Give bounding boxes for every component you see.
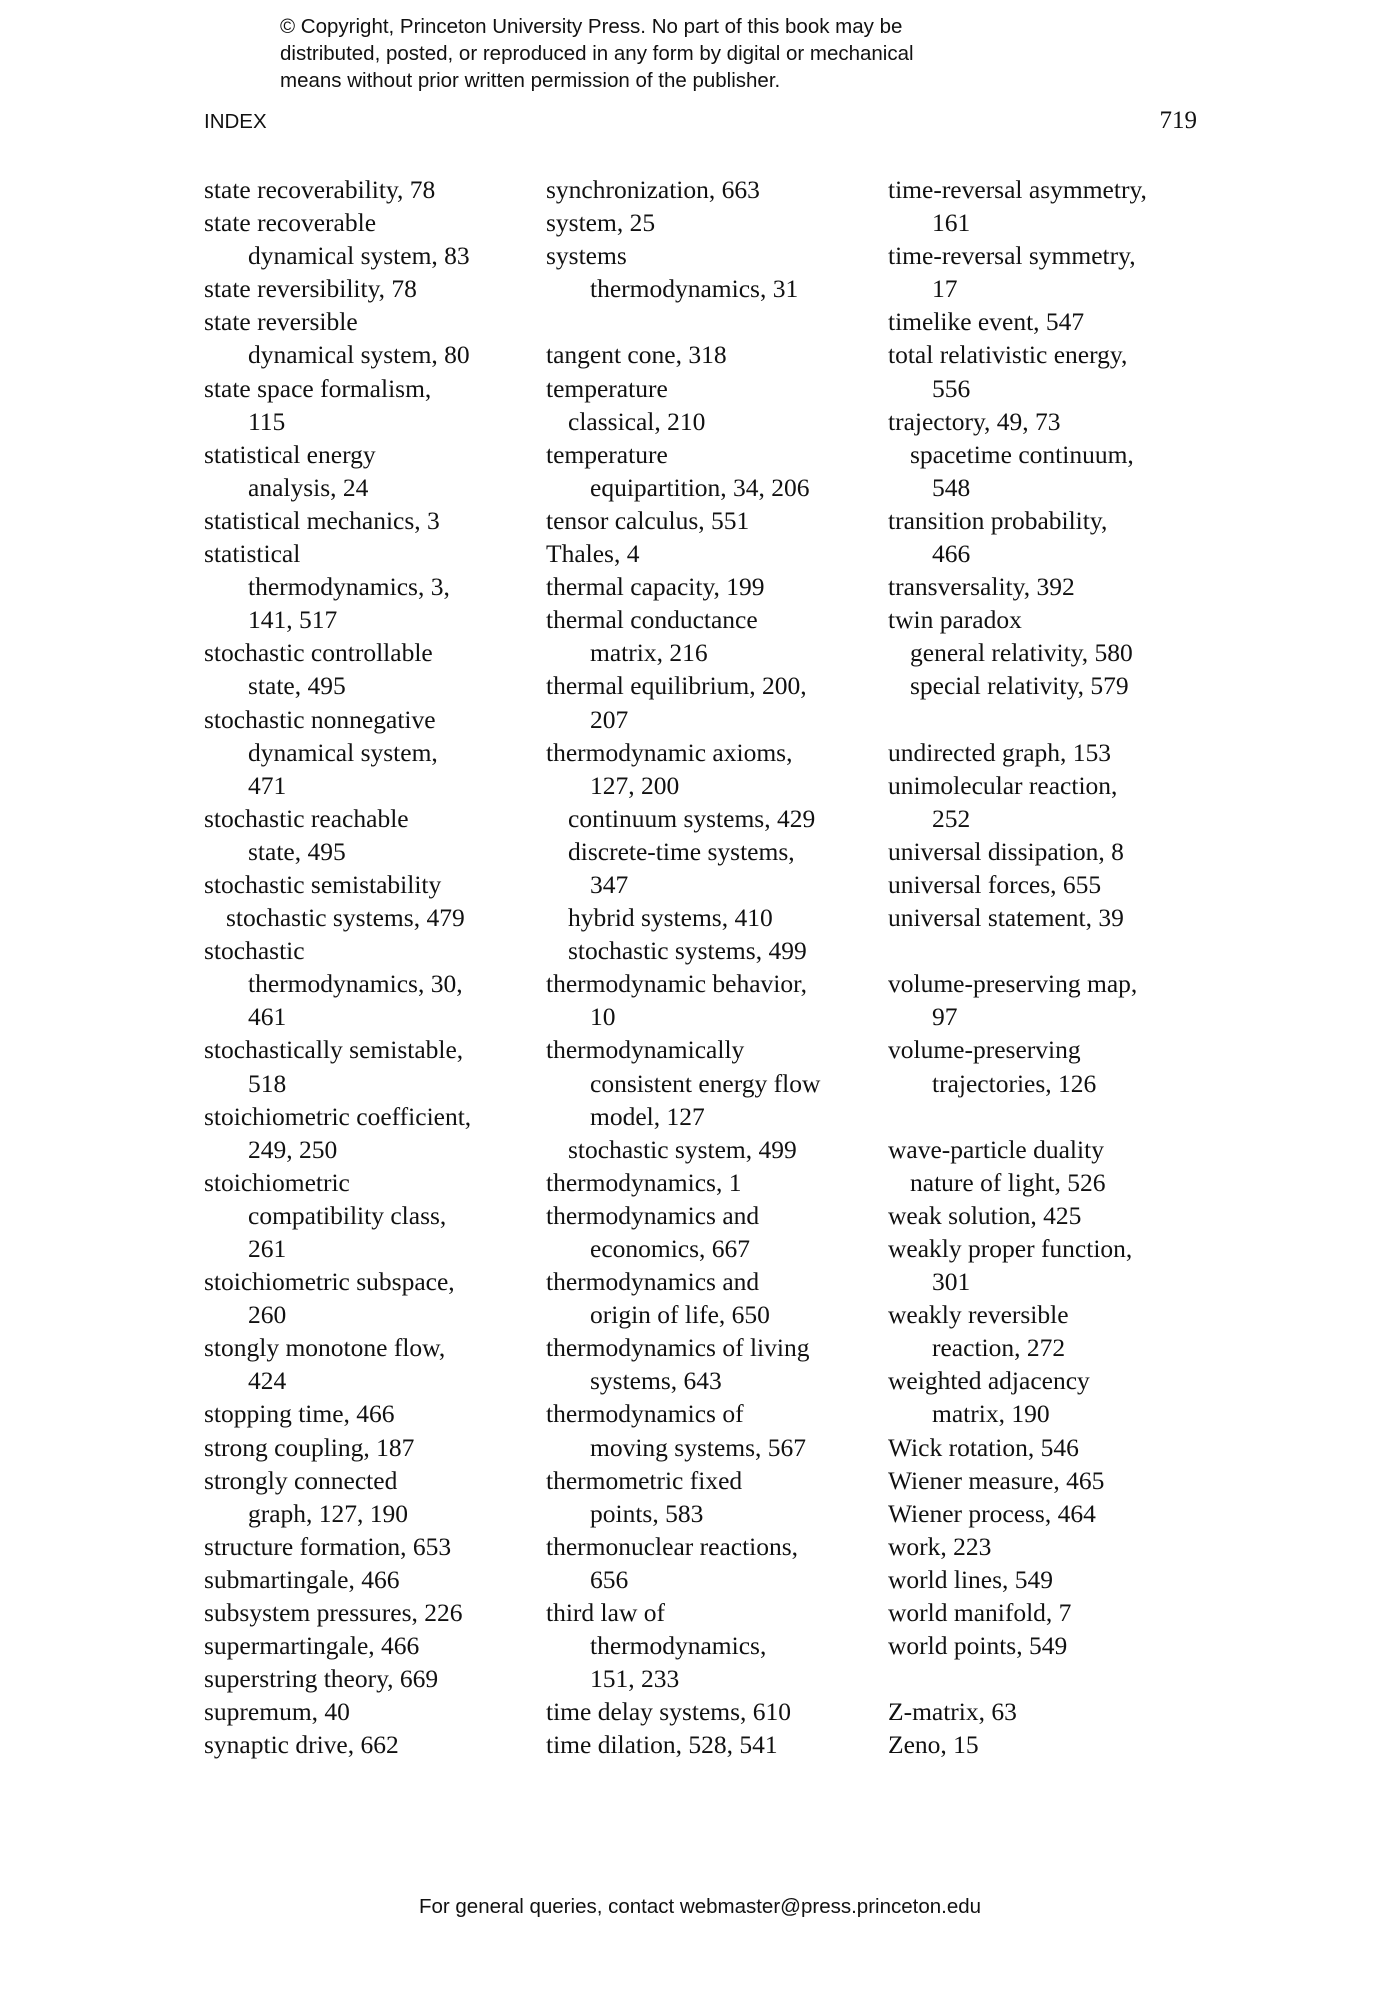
index-group-gap [546,305,820,338]
index-subentry: spacetime continuum, [910,439,1134,469]
index-entry: Thales, 4 [546,539,640,569]
index-entry-continuation: 127, 200 [590,770,680,800]
index-entry: temperature [546,373,668,403]
index-entry-continuation: dynamical system, 83 [248,241,470,271]
index-entry: total relativistic energy, [888,340,1128,370]
index-entry: twin paradox [888,605,1022,635]
index-entry-continuation: reaction, 272 [932,1333,1066,1363]
index-entry: thermal capacity, 199 [546,572,765,602]
index-entry: weighted adjacency [888,1366,1090,1396]
index-entry: stochastic semistability [204,869,442,899]
index-entry: world lines, 549 [888,1564,1054,1594]
index-entry: thermodynamically [546,1035,745,1065]
index-entry: tangent cone, 318 [546,340,727,370]
index-entry: subsystem pressures, 226 [204,1598,463,1628]
index-entry: tensor calculus, 551 [546,505,750,535]
index-entry: work, 223 [888,1531,992,1561]
index-entry-continuation: moving systems, 567 [590,1432,807,1462]
index-entry: strong coupling, 187 [204,1432,415,1462]
index-entry-continuation: 461 [248,1002,287,1032]
index-entry: structure formation, 653 [204,1531,452,1561]
index-entry-continuation: 97 [932,1002,958,1032]
index-entry-continuation: 424 [248,1366,287,1396]
index-entry: weak solution, 425 [888,1200,1082,1230]
index-entry: stoichiometric subspace, [204,1267,455,1297]
index-entry: system, 25 [546,208,656,238]
index-entry: thermodynamics of [546,1399,744,1429]
copyright-line: distributed, posted, or reproduced in any form by digital or mechanical [280,42,914,65]
index-subentry: nature of light, 526 [910,1167,1106,1197]
index-group-gap [888,703,1147,736]
index-entry: statistical mechanics, 3 [204,505,440,535]
index-entry-continuation: dynamical system, 80 [248,340,470,370]
index-entry-continuation: 17 [932,274,958,304]
index-entry: Wick rotation, 546 [888,1432,1079,1462]
index-subentry: special relativity, 579 [910,671,1129,701]
index-subentry: continuum systems, 429 [568,803,816,833]
index-entry: stoichiometric [204,1167,350,1197]
index-entry-continuation: 301 [932,1267,971,1297]
index-entry: synchronization, 663 [546,175,760,204]
index-subentry: classical, 210 [568,406,706,436]
index-subentry: general relativity, 580 [910,638,1133,668]
index-entry: thermometric fixed [546,1465,743,1495]
index-entry-continuation: compatibility class, [248,1200,447,1230]
index-entry-continuation: thermodynamics, 3, [248,572,450,602]
index-entry: strongly connected [204,1465,398,1495]
index-entry: superstring theory, 669 [204,1664,439,1694]
index-entry-continuation: analysis, 24 [248,472,369,502]
index-entry: unimolecular reaction, [888,770,1118,800]
index-entry: stochastic controllable [204,638,433,668]
index-entry-continuation: thermodynamics, 30, [248,969,463,999]
index-column-3 [888,173,1147,1762]
index-entry: systems [546,241,627,271]
index-entry: trajectory, 49, 73 [888,406,1061,436]
index-entry: supermartingale, 466 [204,1631,420,1661]
index-entry-continuation: 207 [590,704,629,734]
index-entry: Zeno, 15 [888,1730,979,1760]
index-entry: timelike event, 547 [888,307,1085,337]
index-entry: stochastic nonnegative [204,704,436,734]
index-entry: state reversible [204,307,358,337]
index-entry: Wiener process, 464 [888,1498,1096,1528]
index-entry-continuation: consistent energy flow [590,1068,821,1098]
copyright-line: © Copyright, Princeton University Press. No part of this book may be [280,15,903,38]
index-entry: undirected graph, 153 [888,737,1112,767]
index-entry-continuation: 347 [590,869,629,899]
index-entry-continuation: 151, 233 [590,1664,680,1694]
index-entry-continuation: 261 [248,1234,287,1263]
index-entry: thermal conductance [546,605,758,635]
index-entry: thermodynamics, 1 [546,1167,742,1197]
index-entry-continuation: state, 495 [248,671,346,701]
index-entry: thermodynamics and [546,1200,760,1230]
index-entry: world manifold, 7 [888,1598,1072,1628]
index-entry: transition probability, [888,505,1108,535]
index-entry: thermodynamic axioms, [546,737,793,767]
index-entry-continuation: 115 [248,406,286,436]
index-entry: stongly monotone flow, [204,1333,446,1363]
index-entry-continuation: 10 [590,1002,616,1032]
index-entry: statistical energy [204,439,376,469]
index-entry-continuation: 466 [932,539,971,569]
index-subentry: hybrid systems, 410 [568,903,773,933]
index-entry: volume-preserving map, [888,969,1138,999]
index-entry: time-reversal asymmetry, [888,175,1147,204]
index-entry-continuation: economics, 667 [590,1234,751,1263]
copyright-notice [280,13,914,94]
index-entry: wave-particle duality [888,1134,1104,1164]
index-entry: universal dissipation, 8 [888,836,1124,866]
index-group-gap [888,1662,1147,1695]
index-entry: universal forces, 655 [888,869,1102,899]
index-entry-continuation: matrix, 190 [932,1399,1050,1429]
index-entry: volume-preserving [888,1035,1081,1065]
index-entry: stochastic reachable [204,803,409,833]
index-entry: thermodynamics and [546,1267,760,1297]
index-entry: thermal equilibrium, 200, [546,671,807,701]
index-entry-continuation: matrix, 216 [590,638,708,668]
index-entry: third law of [546,1598,665,1628]
index-entry-continuation: 252 [932,803,971,833]
index-entry: Z-matrix, 63 [888,1697,1017,1727]
index-entry-continuation: trajectories, 126 [932,1068,1097,1098]
footer-contact: For general queries, contact webmaster@press.princeton.edu [418,1895,982,1918]
index-entry-continuation: 471 [248,770,287,800]
index-entry-continuation: 556 [932,373,971,403]
index-entry: submartingale, 466 [204,1564,400,1594]
index-entry: statistical [204,539,301,569]
index-entry: stopping time, 466 [204,1399,395,1429]
index-entry: stochastically semistable, [204,1035,464,1065]
index-column-2 [546,173,820,1762]
index-entry-continuation: 161 [932,208,971,238]
index-entry: state reversibility, 78 [204,274,417,304]
index-entry: thermodynamic behavior, [546,969,807,999]
index-entry-continuation: 548 [932,472,971,502]
index-entry-continuation: 249, 250 [248,1134,338,1164]
index-entry-continuation: 656 [590,1564,629,1594]
index-entry-continuation: 141, 517 [248,605,338,635]
index-entry: time delay systems, 610 [546,1697,792,1727]
index-entry: state space formalism, [204,373,432,403]
index-entry: thermodynamics of living [546,1333,810,1363]
index-entry-continuation: dynamical system, [248,737,438,767]
index-entry: stochastic [204,936,305,966]
index-entry-continuation: systems, 643 [590,1366,722,1396]
index-column-1 [204,173,471,1762]
index-subentry: discrete-time systems, [568,836,795,866]
index-entry: transversality, 392 [888,572,1075,602]
index-entry: state recoverability, 78 [204,175,436,204]
copyright-line: means without prior written permission of the publisher. [280,69,781,92]
index-entry: thermonuclear reactions, [546,1531,799,1561]
index-entry-continuation: 518 [248,1068,287,1098]
index-entry: stoichiometric coefficient, [204,1101,472,1131]
index-entry: temperature [546,439,668,469]
index-entry-continuation: state, 495 [248,836,346,866]
index-entry: time dilation, 528, 541 [546,1730,778,1760]
index-entry-continuation: thermodynamics, [590,1631,767,1661]
index-entry: state recoverable [204,208,377,238]
index-subentry: stochastic systems, 499 [568,936,807,966]
index-entry-continuation: 260 [248,1300,287,1330]
index-entry: time-reversal symmetry, [888,241,1136,271]
index-entry: supremum, 40 [204,1697,350,1727]
index-entry-continuation: points, 583 [590,1498,704,1528]
index-entry: weakly proper function, [888,1234,1133,1263]
index-entry: Wiener measure, 465 [888,1465,1105,1495]
index-entry-continuation: thermodynamics, 31 [590,274,799,304]
index-entry: weakly reversible [888,1300,1069,1330]
index-group-gap [888,934,1147,967]
index-entry-continuation: model, 127 [590,1101,705,1131]
index-subentry: stochastic systems, 479 [226,903,465,933]
index-group-gap [888,1100,1147,1133]
index-entry: synaptic drive, 662 [204,1730,399,1760]
index-subentry: stochastic system, 499 [568,1134,797,1164]
index-entry-continuation: equipartition, 34, 206 [590,472,810,502]
index-entry-continuation: graph, 127, 190 [248,1498,409,1528]
index-entry: universal statement, 39 [888,903,1124,933]
index-entry-continuation: origin of life, 650 [590,1300,770,1330]
index-entry: world points, 549 [888,1631,1068,1661]
page-number: 719 [1159,107,1197,134]
running-head: INDEX [204,110,267,133]
